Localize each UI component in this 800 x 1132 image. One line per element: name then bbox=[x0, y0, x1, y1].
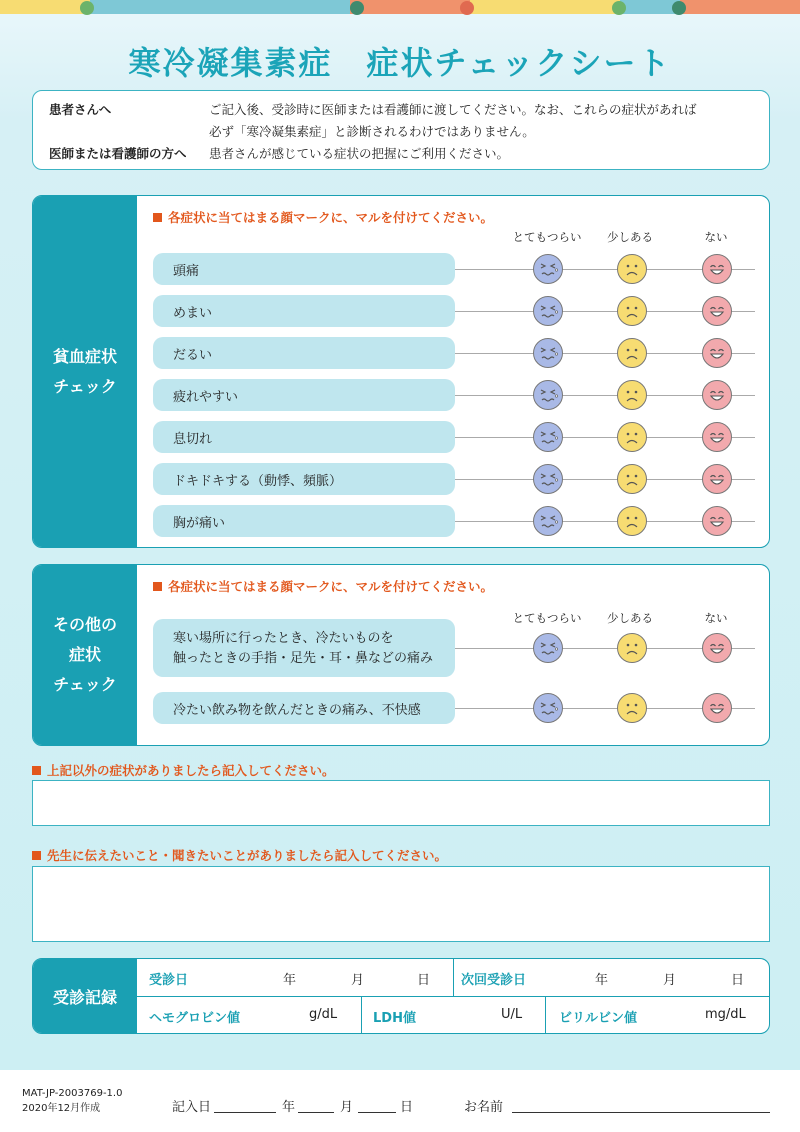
divider bbox=[137, 996, 769, 997]
visit-date-label: 受診日 bbox=[149, 973, 189, 988]
col-header-some: 少しある bbox=[607, 230, 653, 244]
symptom-label: 冷たい飲み物を飲んだときの痛み、不快感 bbox=[153, 692, 455, 724]
ldh-label: LDH値 bbox=[373, 1011, 416, 1026]
face-none-icon[interactable] bbox=[702, 254, 732, 284]
col-header-none: ない bbox=[704, 611, 728, 625]
name-label: お名前 bbox=[464, 1100, 504, 1115]
instruction-text: 各症状に当てはまる顔マークに、マルを付けてください。 bbox=[168, 210, 494, 225]
face-none-icon[interactable] bbox=[702, 693, 732, 723]
face-severe-icon[interactable] bbox=[533, 693, 563, 723]
face-some-icon[interactable] bbox=[617, 693, 647, 723]
footer bbox=[0, 1070, 800, 1132]
entry-year-label: 年 bbox=[282, 1100, 296, 1115]
entry-month-label: 月 bbox=[340, 1100, 354, 1115]
face-some-icon[interactable] bbox=[617, 464, 647, 494]
intro-label: 医師または看護師の方へ bbox=[49, 146, 187, 161]
col-header-none: ない bbox=[704, 230, 728, 244]
free2-input-box[interactable] bbox=[32, 866, 770, 942]
intro-text: 患者さんが感じている症状の把握にご利用ください。 bbox=[209, 146, 510, 161]
intro-label bbox=[49, 121, 209, 143]
bilirubin-unit[interactable]: mg/dL bbox=[705, 1007, 746, 1022]
deco-dot bbox=[612, 1, 626, 15]
face-some-icon[interactable] bbox=[617, 338, 647, 368]
bilirubin-label: ビリルビン値 bbox=[559, 1011, 638, 1026]
symptom-text-line: 寒い場所に行ったとき、冷たいものを bbox=[173, 631, 394, 646]
face-severe-icon[interactable] bbox=[533, 506, 563, 536]
page-title: 寒冷凝集素症 症状チェックシート bbox=[128, 44, 672, 82]
instruction-text: 各症状に当てはまる顔マークに、マルを付けてください。 bbox=[168, 579, 494, 594]
year-label[interactable]: 年 bbox=[595, 973, 609, 988]
face-none-icon[interactable] bbox=[702, 422, 732, 452]
side-label-line: その他の bbox=[52, 615, 117, 634]
face-some-icon[interactable] bbox=[617, 380, 647, 410]
doc-code-text: MAT-JP-2003769-1.0 bbox=[22, 1088, 123, 1099]
face-some-icon[interactable] bbox=[617, 296, 647, 326]
col-header-severe: とてもつらい bbox=[512, 611, 582, 625]
visit-record bbox=[32, 958, 770, 1034]
deco-dot bbox=[460, 1, 474, 15]
divider bbox=[453, 959, 454, 996]
year-label[interactable]: 年 bbox=[283, 973, 297, 988]
face-none-icon[interactable] bbox=[702, 338, 732, 368]
face-severe-icon[interactable] bbox=[533, 464, 563, 494]
face-severe-icon[interactable] bbox=[533, 380, 563, 410]
deco-dot bbox=[80, 1, 94, 15]
entry-day-field[interactable] bbox=[358, 1112, 396, 1113]
side-label-line: 貧血症状 bbox=[52, 346, 117, 366]
symptom-label bbox=[153, 619, 455, 677]
symptom-label: めまい bbox=[153, 295, 455, 327]
doc-code bbox=[22, 1086, 122, 1116]
face-some-icon[interactable] bbox=[617, 506, 647, 536]
side-label-line: 症状 bbox=[68, 645, 101, 664]
entry-date-label: 記入日 bbox=[172, 1100, 212, 1115]
intro-label: 患者さんへ bbox=[49, 102, 112, 117]
free1-label-text: 上記以外の症状がありましたら記入してください。 bbox=[47, 763, 335, 778]
free2-label-text: 先生に伝えたいこと・聞きたいことがありましたら記入してください。 bbox=[47, 848, 448, 863]
other-side-label bbox=[33, 565, 137, 745]
symptom-label: 息切れ bbox=[153, 421, 455, 453]
anemia-panel bbox=[32, 195, 770, 548]
face-severe-icon[interactable] bbox=[533, 254, 563, 284]
intro-text: ご記入後、受診時に医師または看護師に渡してください。なお、これらの症状があれば bbox=[209, 102, 697, 117]
divider bbox=[361, 996, 362, 1034]
entry-month-field[interactable] bbox=[298, 1112, 334, 1113]
visit-side-label: 受診記録 bbox=[33, 959, 137, 1033]
side-label-line: チェック bbox=[53, 675, 117, 694]
face-some-icon[interactable] bbox=[617, 422, 647, 452]
face-severe-icon[interactable] bbox=[533, 296, 563, 326]
deco-dot bbox=[350, 1, 364, 15]
day-label[interactable]: 日 bbox=[731, 973, 745, 988]
month-label[interactable]: 月 bbox=[351, 973, 365, 988]
doc-date-text: 2020年12月作成 bbox=[22, 1103, 101, 1114]
symptom-label: だるい bbox=[153, 337, 455, 369]
anemia-side-label bbox=[33, 196, 137, 547]
symptom-label: 頭痛 bbox=[153, 253, 455, 285]
face-severe-icon[interactable] bbox=[533, 422, 563, 452]
face-none-icon[interactable] bbox=[702, 506, 732, 536]
free2-label bbox=[32, 846, 447, 864]
col-header-severe: とてもつらい bbox=[512, 230, 582, 244]
divider bbox=[545, 996, 546, 1034]
face-some-icon[interactable] bbox=[617, 254, 647, 284]
entry-year-field[interactable] bbox=[214, 1112, 276, 1113]
face-none-icon[interactable] bbox=[702, 633, 732, 663]
face-some-icon[interactable] bbox=[617, 633, 647, 663]
face-none-icon[interactable] bbox=[702, 296, 732, 326]
face-severe-icon[interactable] bbox=[533, 338, 563, 368]
ldh-unit[interactable]: U/L bbox=[501, 1007, 523, 1022]
next-visit-label: 次回受診日 bbox=[461, 973, 527, 988]
symptom-label: ドキドキする（動悸、頻脈） bbox=[153, 463, 455, 495]
symptom-label: 胸が痛い bbox=[153, 505, 455, 537]
day-label[interactable]: 日 bbox=[417, 973, 431, 988]
face-severe-icon[interactable] bbox=[533, 633, 563, 663]
face-none-icon[interactable] bbox=[702, 464, 732, 494]
month-label[interactable]: 月 bbox=[663, 973, 677, 988]
other-panel bbox=[32, 564, 770, 746]
intro-box bbox=[32, 90, 770, 170]
face-none-icon[interactable] bbox=[702, 380, 732, 410]
side-label-line: チェック bbox=[53, 376, 117, 396]
anemia-instruction bbox=[153, 208, 493, 226]
other-instruction bbox=[153, 577, 493, 595]
name-field[interactable] bbox=[512, 1112, 770, 1113]
free1-input-box[interactable] bbox=[32, 780, 770, 826]
free1-label bbox=[32, 761, 335, 779]
hemoglobin-label: ヘモグロビン値 bbox=[149, 1011, 241, 1026]
hemoglobin-unit[interactable]: g/dL bbox=[309, 1007, 338, 1022]
symptom-label: 疲れやすい bbox=[153, 379, 455, 411]
symptom-text-line: 触ったときの手指・足先・耳・鼻などの痛み bbox=[173, 651, 434, 666]
col-header-some: 少しある bbox=[607, 611, 653, 625]
deco-dot bbox=[672, 1, 686, 15]
entry-day-label: 日 bbox=[400, 1100, 414, 1115]
intro-text: 必ず「寒冷凝集素症」と診断されるわけではありません。 bbox=[209, 124, 535, 139]
